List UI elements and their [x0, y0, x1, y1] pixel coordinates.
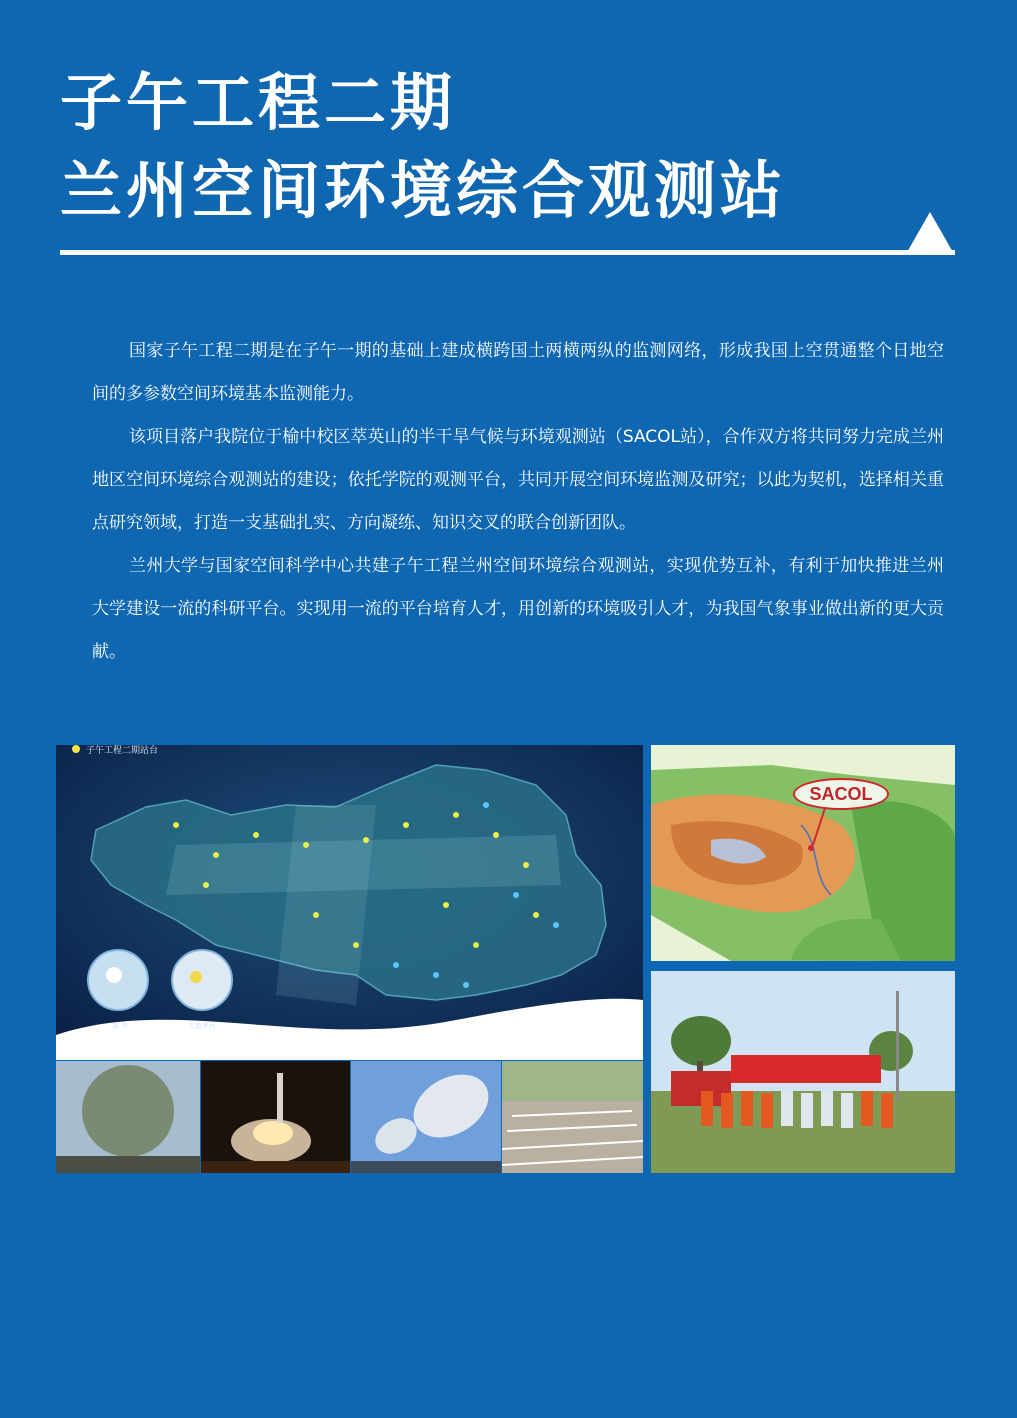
station-map-image: [56, 745, 643, 1060]
sacol-label: SACOL: [793, 778, 889, 810]
body-text: [92, 330, 944, 674]
paragraph-3: 兰州大学与国家空间科学中心共建子午工程兰州空间环境综合观测站，实现优势互补，有利于加快推进兰州大学建设一流的科研平台。实现用一流的平台培育人才，用创新的环境吸引人才，为我国气象事业做出新的更大贡献。: [92, 556, 944, 662]
paragraph-2: 该项目落户我院位于榆中校区萃英山的半干旱气候与环境观测站（SACOL站），合作双方将共同努力完成兰州地区空间环境综合观测站的建设；依托学院的观测平台，共同开展空间环境监测及研究；以此为契机，选择相关重点研究领域，打造一支基础扎实、方向凝练、知识交叉的联合创新团队。: [92, 427, 944, 533]
radar-dome-photo: [56, 1061, 200, 1173]
group-photo: [651, 971, 955, 1173]
legend-dot: [72, 745, 80, 753]
sacol-terrain-map: [651, 745, 955, 961]
terrain-illustration: [651, 745, 955, 961]
title-line-1: 子午工程二期: [60, 66, 457, 139]
map-caption: 子午工程二期站台: [86, 746, 159, 756]
china-map-illustration: [56, 745, 643, 1060]
triangle-decoration: [906, 212, 954, 254]
paragraph-1: 国家子午工程二期是在子午一期的基础上建成横跨国土两横两纵的监测网络，形成我国上空贯通整个日地空间的多参数空间环境基本监测能力。: [92, 341, 944, 404]
rocket-launch-photo: [201, 1061, 350, 1173]
title-underline: [60, 250, 955, 255]
antenna-array-photo: [502, 1061, 643, 1173]
antenna-photo: [351, 1061, 501, 1173]
left-circle-label: 高 等: [112, 1022, 129, 1030]
title-line-2: 兰州空间环境综合观测站: [60, 154, 787, 227]
right-circle-label: 左旗黑河: [188, 1022, 216, 1030]
